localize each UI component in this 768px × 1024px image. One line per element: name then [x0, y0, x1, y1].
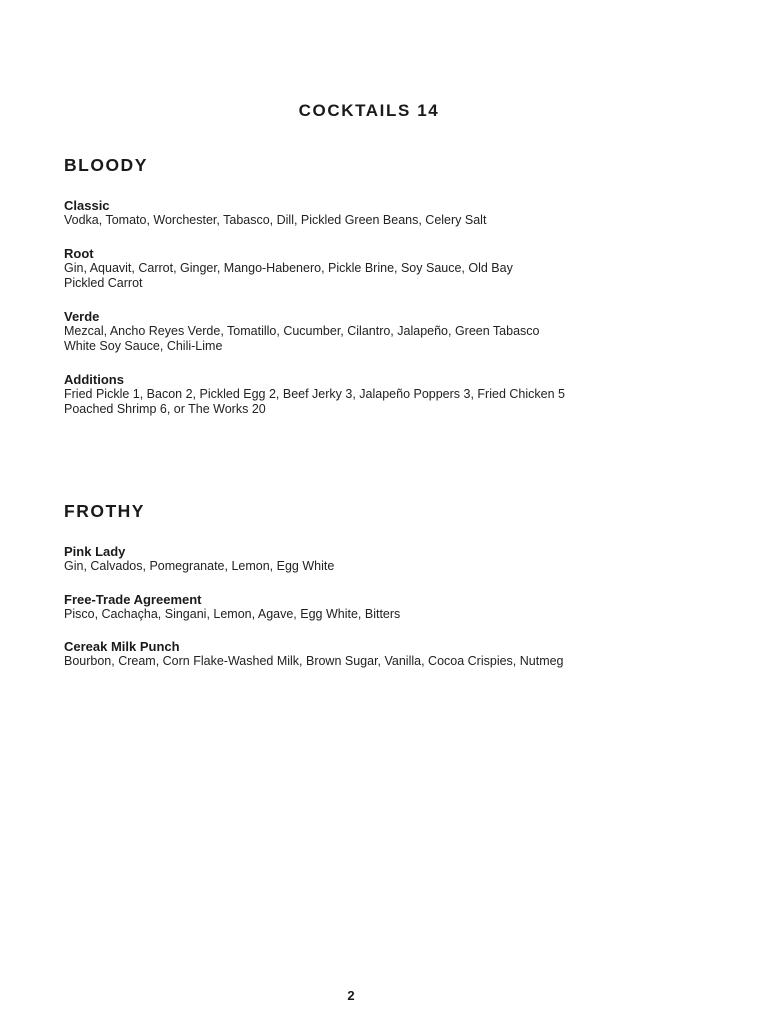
item-name: Pink Lady: [64, 544, 126, 559]
menu-item-verde: [64, 309, 704, 355]
item-name: Cereak Milk Punch: [64, 639, 180, 654]
section-bloody: [64, 154, 704, 435]
section-frothy: [64, 500, 704, 687]
item-ingredients-continued: Pickled Carrot: [64, 276, 143, 290]
menu-item-additions: [64, 372, 704, 418]
item-name: Verde: [64, 308, 100, 324]
item-ingredients-continued: White Soy Sauce, Chili-Lime: [64, 339, 223, 353]
item-ingredients: Fried Pickle 1, Bacon 2, Pickled Egg 2, Beef Jerky 3, Jalapeño Poppers 3, Fried Chicken 5: [64, 386, 565, 401]
item-ingredients-continued: Poached Shrimp 6, or The Works 20: [64, 402, 266, 416]
item-ingredients: Gin, Calvados, Pomegranate, Lemon, Egg White: [64, 559, 335, 573]
item-name: Free-Trade Agreement: [64, 591, 202, 607]
menu-item-classic: [64, 198, 704, 229]
item-ingredients: Mezcal, Ancho Reyes Verde, Tomatillo, Cucumber, Cilantro, Jalapeño, Green Tabasco: [64, 323, 540, 338]
item-name: Classic: [64, 198, 110, 213]
item-ingredients: Vodka, Tomato, Worchester, Tabasco, Dill, Pickled Green Beans, Celery Salt: [64, 213, 487, 227]
menu-item-root: [64, 246, 704, 292]
menu-item-free-trade-agreement: [64, 592, 704, 623]
section-heading: BLOODY: [64, 155, 148, 175]
menu-item-pink-lady: [64, 544, 704, 575]
menu-item-cereak-milk-punch: [64, 639, 704, 670]
section-heading: FROTHY: [64, 501, 145, 521]
item-name: Additions: [64, 371, 124, 387]
item-ingredients: Bourbon, Cream, Corn Flake-Washed Milk, Brown Sugar, Vanilla, Cocoa Crispies, Nutmeg: [64, 654, 564, 668]
item-ingredients: Gin, Aquavit, Carrot, Ginger, Mango-Habenero, Pickle Brine, Soy Sauce, Old Bay: [64, 260, 513, 275]
item-name: Root: [64, 245, 94, 261]
page-title: COCKTAILS 14: [298, 101, 440, 120]
item-ingredients: Pisco, Cachaçha, Singani, Lemon, Agave, Egg White, Bitters: [64, 606, 401, 621]
page-number: 2: [347, 988, 355, 1003]
